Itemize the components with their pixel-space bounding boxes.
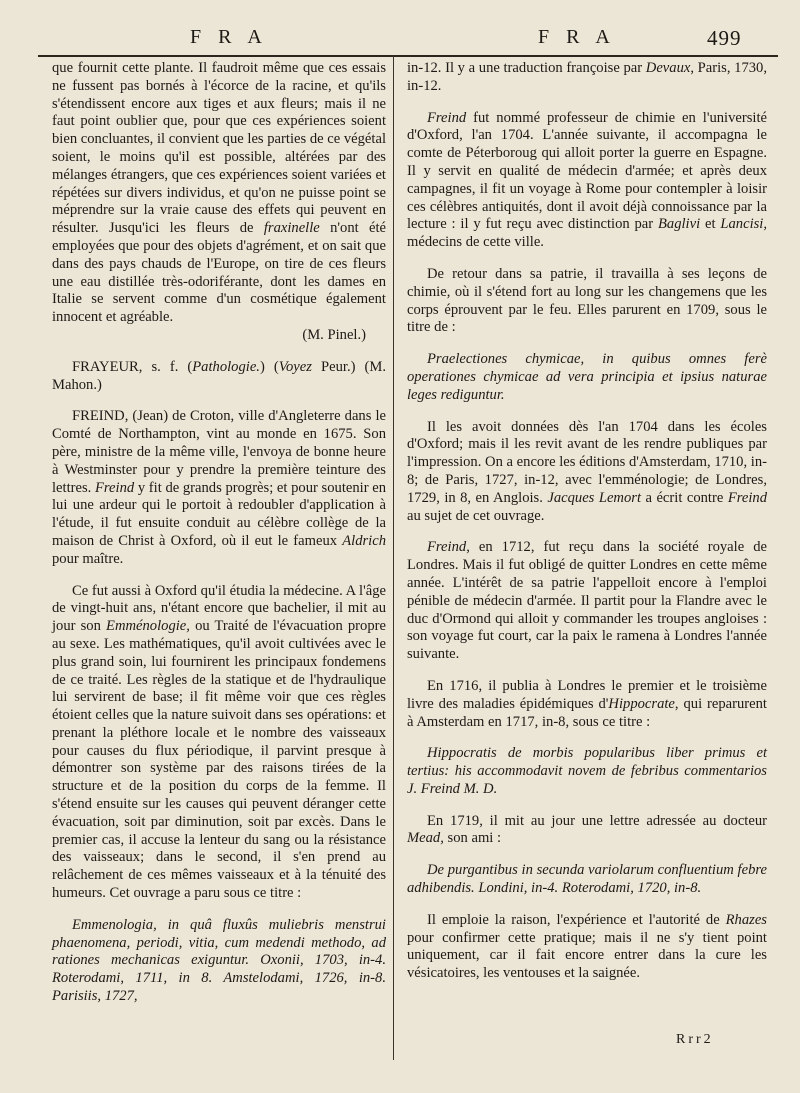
paragraph-oxford: Ce fut aussi à Oxford qu'il étudia la médecine. A l'âge de vingt-huit ans, n'étant encore que bachelier, il mit au jour son Emménologie, ou Traité de l'évacuation propre au sexe. Les mathématiques, qu'il avoit cultivées avec le plus grand soin, lui fournirent les principaux fondemens de ce traité. Les règles de la statique et de l'hydraulique lui servirent de base; il fit même voir que ces règles étoient celles que la nature suivoit dans ses opérations: et prenant la pléthore locale et le nombre des vaisseaux pour causes du flux périodique, il parvint presque à démontrer son système par des raisons tirées de la structure et de la position du corps de la femme. Il s'étend ensuite sur les causes qui peuvent déranger cette évacuation, soit par diminution, soit par excès. Dans le premier cas, il accuse la lenteur du sang ou la résistance des vaisseaux; dans le second, il s'en prend au relâchement de ces mêmes vaisseaux et à la ténuité des humeurs. Cet ouvrage a paru sous ce titre : (52, 582, 386, 902)
paragraph-fraxinelle-end: que fournit cette plante. Il faudroit même que ces essais ne fussent pas bornés à l'écorce de la racine, et qu'ils s'étendissent encore aux tiges et aux fleurs; mais il ne faut point oublier que, pour que ces expériences soient bien concluantes, il convient que les parties de ce végétal soient, le moins qu'il est possible, altérées par des mélanges étrangers, que ces expériences soient variées et répétées sur divers individus, et qu'on ne puisse point se méprendre sur la vraie cause des effets qui peuvent en résulter. Jusqu'ici les fleurs de fraxinelle n'ont été employées que pour des objets d'agrément, et on sait que dans des pays chauds de l'Europe, on tire de ces fleurs une eau distillée très-odoriférante, dont les dames en Italie se servent comme d'un cosmétique également innocent et agréable. (52, 60, 386, 326)
paragraph-translation: in-12. Il y a une traduction françoise par Devaux, Paris, 1730, in-12. (407, 60, 767, 94)
paragraph-chimie: De retour dans sa patrie, il travailla à ses leçons de chimie, où il s'étend fort au long sur les changemens que les corps éprouvent par le feu. Elles parurent en 1709, sous le titre de : (407, 265, 767, 336)
title-emmenologia: Emmenologia, in quâ fluxûs muliebris menstrui phaenomena, periodi, vitia, cum medendi methodo, ad rationes mechanicas exiguntur. Oxonii, 1703, in-4. Roterodami, 1711, in 8. Amstelodami, 1726, in-8. Parisiis, 1727, (52, 916, 386, 1005)
page-number: 499 (707, 26, 742, 50)
paragraph-editions: Il les avoit données dès l'an 1704 dans les écoles d'Oxford; mais il les revit avant de les rendre publiques par l'impression. On a encore les éditions d'Amsterdam, 1710, in-8; de Paris, 1727, in-12, avec l'emménologie; de Londres, 1729, in 8, en Anglois. Jacques Lemort a écrit contre Freind au sujet de cet ouvrage. (407, 418, 767, 524)
title-de-purgantibus: De purgantibus in secunda variolarum confluentium febre adhibendis. Londini, in-4. Roterodami, 1720, in-8. (407, 862, 767, 897)
paragraph-raison: Il emploie la raison, l'expérience et l'autorité de Rhazes pour confirmer cette pratique; mais il ne s'y tient point uniquement, car il fait encore entrer dans la cure les vésicatoires, les ventouses et la saignée. (407, 911, 767, 982)
title-praelectiones: Praelectiones chymicae, in quibus omnes ferè operationes chymicae ad vera principia et ipsius naturae leges rediguntur. (407, 351, 767, 403)
entry-frayeur: FRAYEUR, s. f. (Pathologie.) (Voyez Peur.) (M. Mahon.) (52, 358, 386, 393)
author-signature: (M. Pinel.) (302, 326, 366, 343)
paragraph-royal-society: Freind, en 1712, fut reçu dans la société royale de Londres. Mais il fut obligé de quitter Londres en cette même année. L'intérêt de sa patrie l'appelloit encore à l'emploi pénible de médecin d'armée. Il partit pour la Flandre avec le duc d'Ormond qui alloit y commander les troupes angloises : son voyage fut court, car la paix le ramena à Londres l'année suivante. (407, 539, 767, 663)
paragraph-lettre: En 1719, il mit au jour une lettre adressée au docteur Mead, son ami : (407, 812, 767, 847)
running-header (0, 26, 800, 56)
column-divider (393, 55, 394, 1060)
left-column (52, 60, 386, 1006)
header-right-title: F R A (538, 26, 616, 48)
header-left-title: F R A (190, 26, 268, 48)
entry-freind-intro: FREIND, (Jean) de Croton, ville d'Angleterre dans le Comté de Northampton, vint au monde en 1675. Son père, ministre de la même ville, l'envoya de bonne heure à Westminster pour y prendre la première teinture des lettres. Freind y fit de grands progrès; et pour soutenir en lui une ardeur qui le portoit à redoubler d'application à l'étude, il fut ensuite conduit au célèbre collège de la maison de Christ à Oxford, où il eut le fameux Aldrich pour maître. (52, 408, 386, 567)
right-column (407, 60, 767, 983)
paragraph-professor: Freind fut nommé professeur de chimie en l'université d'Oxford, l'an 1704. L'année suivante, il accompagna le comte de Péterboroug qui alloit porter la guerre en Espagne. Il y servit en qualité de médecin d'armée; et après deux campagnes, il fit un voyage à Rome pour contempler à loisir ces célèbres antiquités, dont il avoit déjà connoissance par la lecture : il y fut reçu avec distinction par Baglivi et Lancisi, médecins de cette ville. (407, 109, 767, 251)
signature-mark: Rrr2 (676, 1032, 714, 1047)
title-hippocratis: Hippocratis de morbis popularibus liber primus et tertius: his accommodavit novem de febribus commentarios J. Freind M. D. (407, 745, 767, 797)
paragraph-hippocrate: En 1716, il publia à Londres le premier et le troisième livre des maladies épidémiques d'Hippocrate, qui reparurent à Amsterdam en 1717, in-8, sous ce titre : (407, 677, 767, 730)
header-rule (38, 55, 778, 57)
